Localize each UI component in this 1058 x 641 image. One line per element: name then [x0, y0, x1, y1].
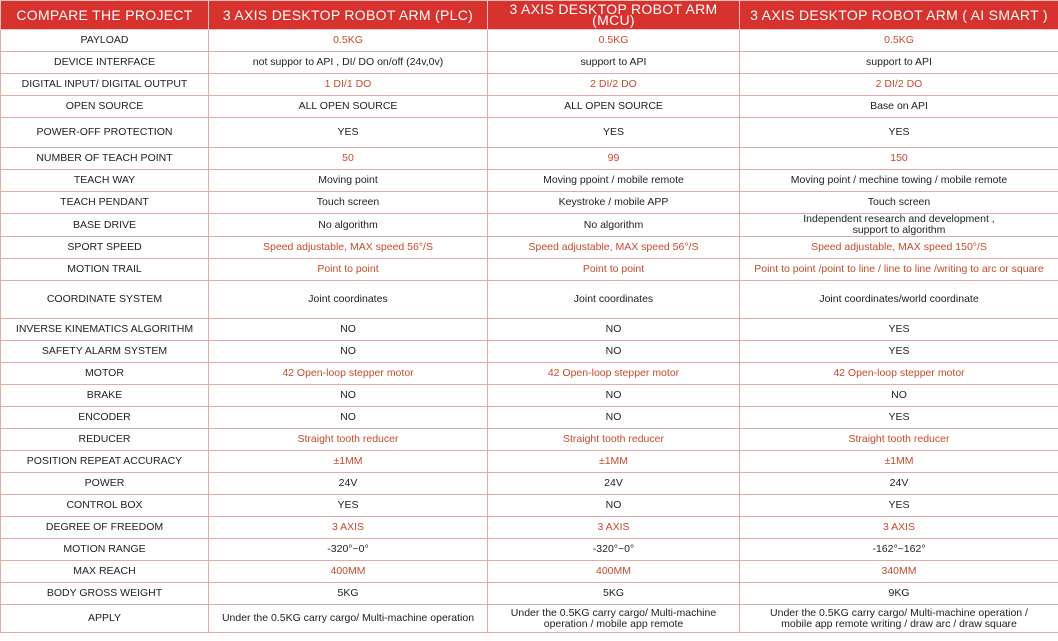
row-power-off-protection — [1, 118, 1058, 148]
mcu-value: 2 DI/2 DO — [488, 74, 740, 96]
plc-value: Joint coordinates — [209, 281, 488, 319]
row-label: COORDINATE SYSTEM — [1, 281, 209, 319]
mcu-value: Speed adjustable, MAX speed 56°/S — [488, 237, 740, 259]
mcu-value: ±1MM — [488, 451, 740, 473]
mcu-value: 3 AXIS — [488, 517, 740, 539]
mcu-value: 0.5KG — [488, 30, 740, 52]
row-max-reach — [1, 561, 1058, 583]
plc-value: Straight tooth reducer — [209, 429, 488, 451]
ai-smart-value: YES — [740, 319, 1058, 341]
mcu-value: Keystroke / mobile APP — [488, 192, 740, 214]
ai-smart-value: ±1MM — [740, 451, 1058, 473]
row-label: INVERSE KINEMATICS ALGORITHM — [1, 319, 209, 341]
row-label: BASE DRIVE — [1, 214, 209, 237]
plc-value: Under the 0.5KG carry cargo/ Multi-machine operation — [209, 605, 488, 633]
value-line-1: Under the 0.5KG carry cargo/ Multi-machine operation / — [770, 606, 1028, 619]
plc-value: Speed adjustable, MAX speed 56°/S — [209, 237, 488, 259]
row-reducer — [1, 429, 1058, 451]
plc-value: YES — [209, 118, 488, 148]
row-brake — [1, 385, 1058, 407]
plc-value: No algorithm — [209, 214, 488, 237]
plc-value: 5KG — [209, 583, 488, 605]
ai-smart-value: 9KG — [740, 583, 1058, 605]
plc-value: -320°~0° — [209, 539, 488, 561]
row-label: DEGREE OF FREEDOM — [1, 517, 209, 539]
ai-smart-value: Base on API — [740, 96, 1058, 118]
mcu-value — [488, 605, 740, 633]
plc-value: 400MM — [209, 561, 488, 583]
row-label: SPORT SPEED — [1, 237, 209, 259]
row-inverse-kinematics — [1, 319, 1058, 341]
row-label: DIGITAL INPUT/ DIGITAL OUTPUT — [1, 74, 209, 96]
row-payload — [1, 30, 1058, 52]
ai-smart-value: Joint coordinates/world coordinate — [740, 281, 1058, 319]
row-device-interface — [1, 52, 1058, 74]
mcu-value: Point to point — [488, 259, 740, 281]
row-label: NUMBER OF TEACH POINT — [1, 148, 209, 170]
ai-smart-value: YES — [740, 495, 1058, 517]
row-apply — [1, 605, 1058, 633]
header-plc-model: 3 AXIS DESKTOP ROBOT ARM (PLC) — [209, 1, 488, 30]
plc-value: YES — [209, 495, 488, 517]
row-repeat-accuracy — [1, 451, 1058, 473]
ai-smart-value: support to API — [740, 52, 1058, 74]
mcu-value: 42 Open-loop stepper motor — [488, 363, 740, 385]
row-control-box — [1, 495, 1058, 517]
plc-value: ALL OPEN SOURCE — [209, 96, 488, 118]
value-line-2: mobile app remote writing / draw arc / draw square — [781, 617, 1017, 630]
value-line-2: support to algorithm — [852, 224, 946, 236]
ai-smart-value: 0.5KG — [740, 30, 1058, 52]
mcu-value: Joint coordinates — [488, 281, 740, 319]
ai-smart-value: -162°~162° — [740, 539, 1058, 561]
mcu-value: Straight tooth reducer — [488, 429, 740, 451]
row-label: DEVICE INTERFACE — [1, 52, 209, 74]
row-label: CONTROL BOX — [1, 495, 209, 517]
mcu-value: 5KG — [488, 583, 740, 605]
row-label: BODY GROSS WEIGHT — [1, 583, 209, 605]
ai-smart-value: 2 DI/2 DO — [740, 74, 1058, 96]
plc-value: NO — [209, 341, 488, 363]
mcu-value: YES — [488, 118, 740, 148]
plc-value: 50 — [209, 148, 488, 170]
ai-smart-value: Touch screen — [740, 192, 1058, 214]
row-gross-weight — [1, 583, 1058, 605]
row-label: REDUCER — [1, 429, 209, 451]
row-label: POSITION REPEAT ACCURACY — [1, 451, 209, 473]
ai-smart-value — [740, 605, 1058, 633]
row-label: ENCODER — [1, 407, 209, 429]
row-coordinate-system — [1, 281, 1058, 319]
plc-value: NO — [209, 407, 488, 429]
ai-smart-value: Moving point / mechine towing / mobile remote — [740, 170, 1058, 192]
plc-value: Touch screen — [209, 192, 488, 214]
mcu-value: NO — [488, 495, 740, 517]
row-base-drive — [1, 214, 1058, 237]
row-label: APPLY — [1, 605, 209, 633]
row-label: SAFETY ALARM SYSTEM — [1, 341, 209, 363]
ai-smart-value: Straight tooth reducer — [740, 429, 1058, 451]
mcu-value: 24V — [488, 473, 740, 495]
row-label: TEACH WAY — [1, 170, 209, 192]
row-label: POWER — [1, 473, 209, 495]
plc-value: NO — [209, 319, 488, 341]
mcu-value: NO — [488, 341, 740, 363]
mcu-value: Moving ppoint / mobile remote — [488, 170, 740, 192]
row-teach-pendant — [1, 192, 1058, 214]
row-safety-alarm — [1, 341, 1058, 363]
mcu-value: 400MM — [488, 561, 740, 583]
ai-smart-value: YES — [740, 118, 1058, 148]
ai-smart-value: 340MM — [740, 561, 1058, 583]
row-label: MOTION TRAIL — [1, 259, 209, 281]
plc-value: not suppor to API , DI/ DO on/off (24v,0v) — [209, 52, 488, 74]
mcu-value: -320°~0° — [488, 539, 740, 561]
plc-value: 1 DI/1 DO — [209, 74, 488, 96]
ai-smart-value: 150 — [740, 148, 1058, 170]
plc-value: 0.5KG — [209, 30, 488, 52]
row-digital-io — [1, 74, 1058, 96]
row-label: MOTOR — [1, 363, 209, 385]
row-label: OPEN SOURCE — [1, 96, 209, 118]
value-line-1: Independent research and development , — [803, 213, 995, 225]
mcu-value: ALL OPEN SOURCE — [488, 96, 740, 118]
ai-smart-value: Point to point /point to line / line to line /writing to arc or square — [740, 259, 1058, 281]
value-line-2: operation / mobile app remote — [543, 617, 684, 630]
row-teach-points — [1, 148, 1058, 170]
ai-smart-value — [740, 214, 1058, 237]
ai-smart-value: NO — [740, 385, 1058, 407]
header-row — [1, 1, 1058, 30]
row-encoder — [1, 407, 1058, 429]
row-label: POWER-OFF PROTECTION — [1, 118, 209, 148]
value-line-1: Under the 0.5KG carry cargo/ Multi-machine — [510, 606, 717, 619]
row-degree-of-freedom — [1, 517, 1058, 539]
header-ai-smart-model: 3 AXIS DESKTOP ROBOT ARM ( AI SMART ) — [740, 1, 1058, 30]
mcu-value: No algorithm — [488, 214, 740, 237]
row-label: PAYLOAD — [1, 30, 209, 52]
mcu-value: 99 — [488, 148, 740, 170]
ai-smart-value: YES — [740, 407, 1058, 429]
row-power — [1, 473, 1058, 495]
header-mcu-model: 3 AXIS DESKTOP ROBOT ARM (MCU) — [488, 1, 740, 30]
mcu-value: NO — [488, 407, 740, 429]
mcu-value: NO — [488, 385, 740, 407]
ai-smart-value: YES — [740, 341, 1058, 363]
plc-value: 24V — [209, 473, 488, 495]
mcu-value: NO — [488, 319, 740, 341]
header-compare-project: COMPARE THE PROJECT — [1, 1, 209, 30]
plc-value: Moving point — [209, 170, 488, 192]
plc-value: 42 Open-loop stepper motor — [209, 363, 488, 385]
row-label: BRAKE — [1, 385, 209, 407]
row-motion-range — [1, 539, 1058, 561]
row-open-source — [1, 96, 1058, 118]
row-sport-speed — [1, 237, 1058, 259]
ai-smart-value: 42 Open-loop stepper motor — [740, 363, 1058, 385]
ai-smart-value: 3 AXIS — [740, 517, 1058, 539]
row-motor — [1, 363, 1058, 385]
ai-smart-value: Speed adjustable, MAX speed 150°/S — [740, 237, 1058, 259]
plc-value: ±1MM — [209, 451, 488, 473]
mcu-value: support to API — [488, 52, 740, 74]
row-label: TEACH PENDANT — [1, 192, 209, 214]
row-label: MAX REACH — [1, 561, 209, 583]
row-motion-trail — [1, 259, 1058, 281]
plc-value: Point to point — [209, 259, 488, 281]
plc-value: 3 AXIS — [209, 517, 488, 539]
row-teach-way — [1, 170, 1058, 192]
ai-smart-value: 24V — [740, 473, 1058, 495]
row-label: MOTION RANGE — [1, 539, 209, 561]
plc-value: NO — [209, 385, 488, 407]
